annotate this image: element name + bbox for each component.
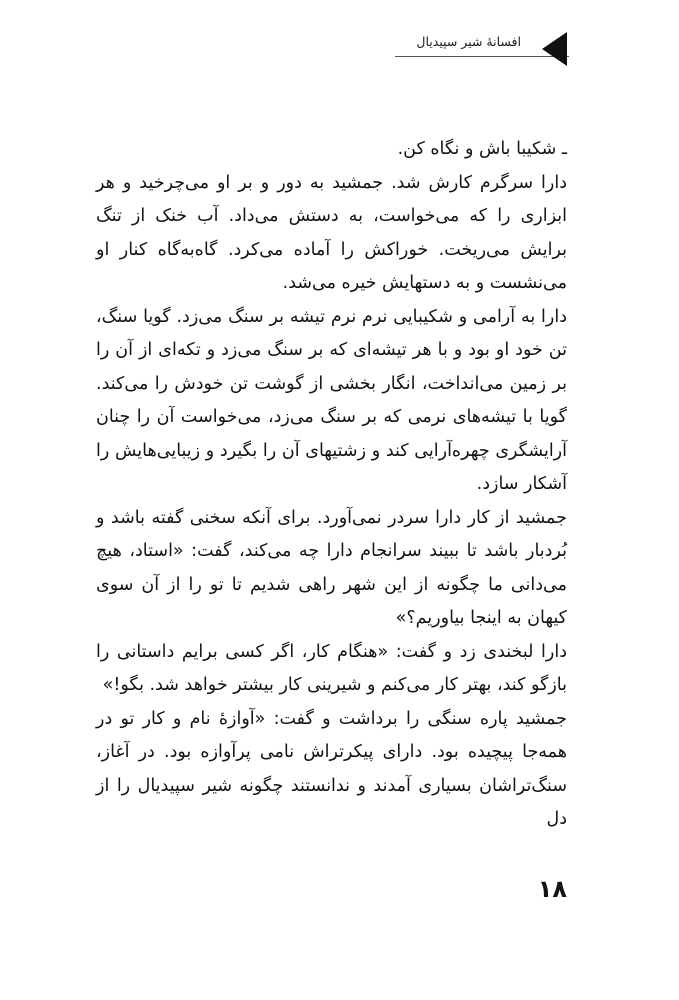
- paragraph-1: ـ شکیبا باش و نگاه کن.: [397, 139, 567, 159]
- paragraph-3: دارا به آرامی و شکیبایی نرم نرم تیشه بر سنگ می‌زد. گویا سنگ، تن خود او بود و با هر تیشه‌ای که بر سنگ می‌زد و تکه‌ای از آن را بر زمین می‌انداخت، انگار بخشی از گوشت تن خودش را می‌کند. گویا با تیشه‌های نرمی که بر سنگ می‌زد، می‌خواست آن را چنان آرایشگری چهره‌آرایی کند و زشتیهای آن را بگیرد و زیبایی‌هایش را آشکار سازد.: [96, 306, 567, 494]
- triangle-marker-icon: [542, 32, 567, 66]
- body-text: [96, 133, 567, 837]
- running-header: [0, 30, 679, 66]
- paragraph-4: جمشید از کار دارا سردر نمی‌آورد. برای آنکه سخنی گفته باشد و بُردبار باشد تا ببیند سرانجام دارا چه می‌کند، گفت: «استاد، هیچ می‌دانی ما چگونه از این شهر راهی شدیم تا تو را از آن سوی کیهان به اینجا بیاوریم؟»: [96, 507, 567, 628]
- running-title: افسانهٔ شیر سپیدیال: [416, 34, 521, 49]
- paragraph-5: دارا لبخندی زد و گفت: «هنگام کار، اگر کسی برایم داستانی را بازگو کند، بهتر کار می‌کنم و شیرینی کار بیشتر خواهد شد. بگو!»: [96, 641, 567, 695]
- page-number: ۱۸: [537, 875, 567, 903]
- paragraph-2: دارا سرگرم کارش شد. جمشید به دور و بر او می‌چرخید و هر ابزاری را که می‌خواست، به دستش می‌داد. آب خنک از تنگ برایش می‌ریخت. خوراکش را آماده می‌کرد. گاه‌به‌گاه کنار او می‌نشست و به دستهایش خیره می‌شد.: [96, 172, 567, 293]
- paragraph-6: جمشید پاره سنگی را برداشت و گفت: «آوازهٔ نام و کار تو در همه‌جا پیچیده بود. دارای پیکرتراش نامی پرآوازه بود. در آغاز، سنگ‌تراشان بسیاری آمدند و ندانستند چگونه شیر سپیدیال را از دل: [96, 708, 567, 829]
